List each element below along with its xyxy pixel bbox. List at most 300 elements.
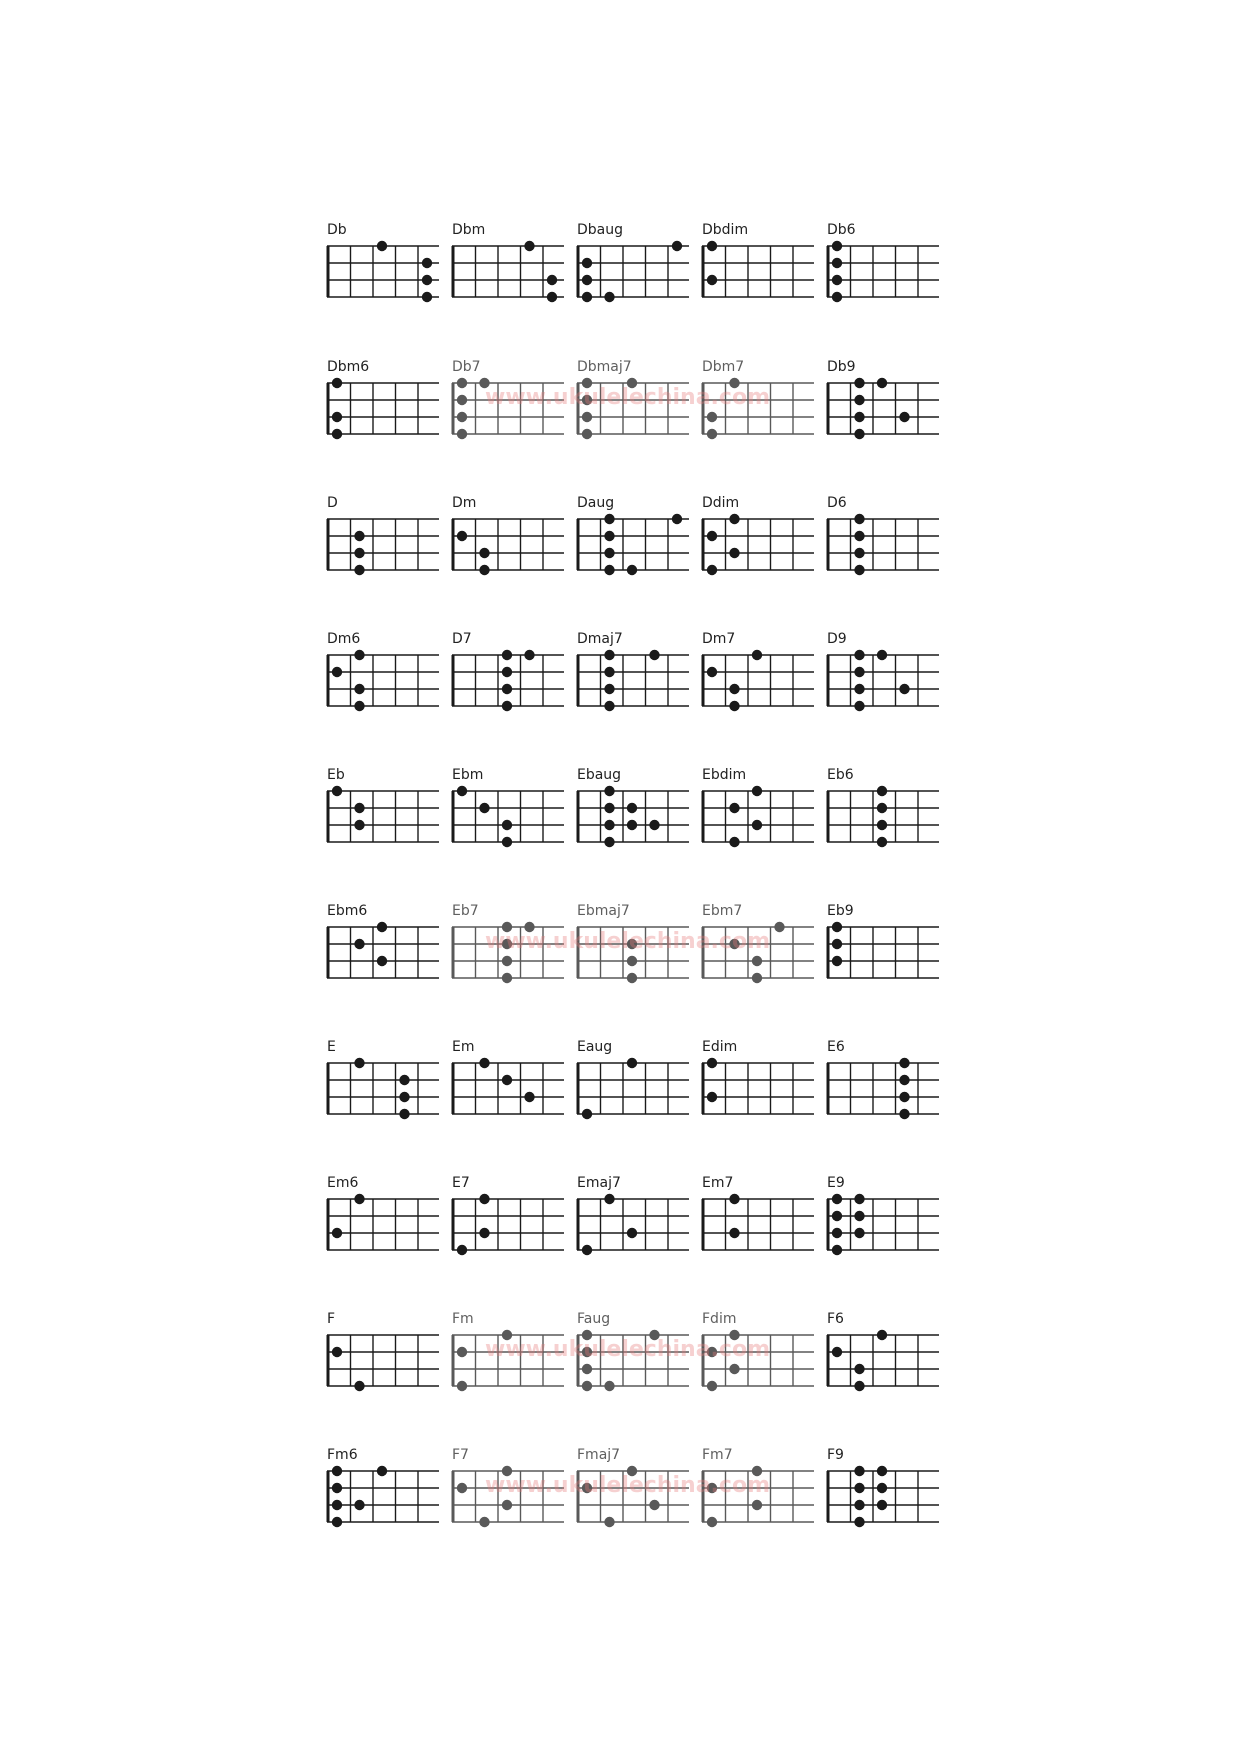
- finger-dot: [457, 429, 467, 439]
- finger-dot: [877, 1466, 887, 1476]
- fretboard-grid: [702, 645, 817, 707]
- finger-dot: [399, 1092, 409, 1102]
- finger-dot: [582, 275, 592, 285]
- finger-dot: [377, 241, 387, 251]
- chord-diagram: [577, 1447, 692, 1527]
- finger-dot: [627, 956, 637, 966]
- chord-diagram: [702, 903, 817, 983]
- chord-diagram: [327, 1447, 442, 1527]
- finger-dot: [457, 395, 467, 405]
- finger-dot: [729, 378, 739, 388]
- finger-dot: [582, 292, 592, 302]
- finger-dot: [604, 1194, 614, 1204]
- fretboard-grid: [702, 1189, 817, 1251]
- finger-dot: [524, 650, 534, 660]
- finger-dot: [332, 1483, 342, 1493]
- fretboard-grid: [827, 1461, 942, 1523]
- fretboard-grid: [452, 1461, 567, 1523]
- fretboard-grid: [702, 373, 817, 435]
- chord-diagram: [702, 1447, 817, 1527]
- finger-dot: [832, 258, 842, 268]
- chord-name: Dmaj7: [577, 631, 623, 647]
- chord-name: Ebm7: [702, 903, 743, 919]
- fretboard-grid: [702, 781, 817, 843]
- fretboard-grid: [327, 1461, 442, 1523]
- finger-dot: [354, 820, 364, 830]
- finger-dot: [877, 820, 887, 830]
- finger-dot: [707, 1347, 717, 1357]
- chord-name: Ebm6: [327, 903, 368, 919]
- chord-diagram: [827, 222, 942, 302]
- finger-dot: [729, 1194, 739, 1204]
- finger-dot: [832, 292, 842, 302]
- chord-diagram: [452, 1311, 567, 1391]
- finger-dot: [627, 939, 637, 949]
- fretboard-grid: [702, 1053, 817, 1115]
- fretboard-grid: [327, 1189, 442, 1251]
- chord-diagram: [702, 631, 817, 711]
- finger-dot: [399, 1075, 409, 1085]
- fretboard-grid: [702, 236, 817, 298]
- finger-dot: [354, 1058, 364, 1068]
- finger-dot: [354, 565, 364, 575]
- watermark: www.ukulelechina.com: [485, 385, 770, 410]
- chord-diagram: [827, 631, 942, 711]
- finger-dot: [377, 1466, 387, 1476]
- chord-diagram: [327, 631, 442, 711]
- finger-dot: [752, 786, 762, 796]
- finger-dot: [832, 939, 842, 949]
- fretboard-grid: [327, 645, 442, 707]
- chord-diagram: [327, 1175, 442, 1255]
- chord-name: Eb6: [827, 767, 854, 783]
- finger-dot: [899, 1109, 909, 1119]
- chord-diagram: [577, 631, 692, 711]
- finger-dot: [479, 1228, 489, 1238]
- finger-dot: [649, 650, 659, 660]
- finger-dot: [707, 275, 717, 285]
- finger-dot: [729, 684, 739, 694]
- chord-name: Dbmaj7: [577, 359, 632, 375]
- chord-diagram: [702, 1311, 817, 1391]
- finger-dot: [604, 820, 614, 830]
- finger-dot: [479, 803, 489, 813]
- chord-diagram: [702, 359, 817, 439]
- finger-dot: [832, 922, 842, 932]
- finger-dot: [332, 412, 342, 422]
- chord-name: E: [327, 1039, 336, 1055]
- finger-dot: [377, 956, 387, 966]
- fretboard-grid: [702, 917, 817, 979]
- finger-dot: [604, 1517, 614, 1527]
- chord-diagram: [827, 1175, 942, 1255]
- finger-dot: [752, 956, 762, 966]
- finger-dot: [479, 1058, 489, 1068]
- finger-dot: [524, 241, 534, 251]
- fretboard-grid: [702, 1461, 817, 1523]
- finger-dot: [502, 1330, 512, 1340]
- fretboard-grid: [577, 1189, 692, 1251]
- chord-name: D7: [452, 631, 472, 647]
- finger-dot: [649, 820, 659, 830]
- finger-dot: [502, 650, 512, 660]
- finger-dot: [899, 684, 909, 694]
- finger-dot: [604, 531, 614, 541]
- finger-dot: [502, 701, 512, 711]
- finger-dot: [774, 922, 784, 932]
- fretboard-grid: [577, 1053, 692, 1115]
- finger-dot: [502, 939, 512, 949]
- chord-name: Db9: [827, 359, 856, 375]
- finger-dot: [729, 1228, 739, 1238]
- finger-dot: [877, 1483, 887, 1493]
- chord-diagram: [577, 222, 692, 302]
- finger-dot: [832, 1211, 842, 1221]
- finger-dot: [729, 514, 739, 524]
- chord-name: Eb7: [452, 903, 479, 919]
- chord-name: Db: [327, 222, 347, 238]
- chord-name: Fm: [452, 1311, 474, 1327]
- finger-dot: [832, 1194, 842, 1204]
- finger-dot: [547, 275, 557, 285]
- finger-dot: [354, 684, 364, 694]
- finger-dot: [649, 1500, 659, 1510]
- chord-name: Dbaug: [577, 222, 624, 238]
- chord-diagram: [452, 767, 567, 847]
- chord-name: F: [327, 1311, 336, 1327]
- chord-diagram: [452, 1039, 567, 1119]
- finger-dot: [899, 412, 909, 422]
- finger-dot: [899, 1058, 909, 1068]
- chord-name: Em7: [702, 1175, 734, 1191]
- finger-dot: [457, 786, 467, 796]
- fretboard-grid: [577, 236, 692, 298]
- finger-dot: [479, 565, 489, 575]
- chord-diagram: [827, 1039, 942, 1119]
- chord-name: Eb: [327, 767, 345, 783]
- chord-diagram: [452, 1447, 567, 1527]
- chord-diagram: [827, 1447, 942, 1527]
- finger-dot: [707, 667, 717, 677]
- fretboard-grid: [452, 645, 567, 707]
- finger-dot: [604, 514, 614, 524]
- finger-dot: [502, 1500, 512, 1510]
- finger-dot: [582, 1245, 592, 1255]
- chord-diagram: [577, 903, 692, 983]
- chord-diagram: [702, 222, 817, 302]
- finger-dot: [332, 1500, 342, 1510]
- finger-dot: [627, 1466, 637, 1476]
- finger-dot: [354, 531, 364, 541]
- finger-dot: [854, 684, 864, 694]
- chord-diagram: [452, 903, 567, 983]
- finger-dot: [604, 786, 614, 796]
- watermark: www.ukulelechina.com: [485, 1473, 770, 1498]
- finger-dot: [832, 1245, 842, 1255]
- finger-dot: [877, 786, 887, 796]
- chord-diagram: [327, 767, 442, 847]
- fretboard-grid: [452, 236, 567, 298]
- chord-name: Dbm6: [327, 359, 370, 375]
- finger-dot: [729, 548, 739, 558]
- chord-diagram: [452, 1175, 567, 1255]
- finger-dot: [332, 1228, 342, 1238]
- finger-dot: [899, 1092, 909, 1102]
- fretboard-grid: [577, 781, 692, 843]
- finger-dot: [502, 837, 512, 847]
- finger-dot: [422, 275, 432, 285]
- chord-name: E7: [452, 1175, 470, 1191]
- fretboard-grid: [827, 509, 942, 571]
- finger-dot: [502, 922, 512, 932]
- finger-dot: [707, 412, 717, 422]
- finger-dot: [582, 1109, 592, 1119]
- fretboard-grid: [827, 917, 942, 979]
- fretboard-grid: [452, 509, 567, 571]
- finger-dot: [832, 956, 842, 966]
- fretboard-grid: [827, 1189, 942, 1251]
- chord-diagram: [827, 1311, 942, 1391]
- finger-dot: [604, 1381, 614, 1391]
- finger-dot: [604, 292, 614, 302]
- fretboard-grid: [452, 1189, 567, 1251]
- finger-dot: [332, 378, 342, 388]
- finger-dot: [672, 514, 682, 524]
- chord-name: F6: [827, 1311, 844, 1327]
- chord-diagram: [577, 1311, 692, 1391]
- chord-diagram: [577, 767, 692, 847]
- finger-dot: [854, 1500, 864, 1510]
- chord-diagram: [327, 903, 442, 983]
- chord-name: Em6: [327, 1175, 359, 1191]
- finger-dot: [854, 667, 864, 677]
- watermark: www.ukulelechina.com: [485, 1337, 770, 1362]
- fretboard-grid: [827, 236, 942, 298]
- finger-dot: [627, 1228, 637, 1238]
- finger-dot: [604, 548, 614, 558]
- fretboard-grid: [327, 1325, 442, 1387]
- finger-dot: [582, 258, 592, 268]
- finger-dot: [422, 258, 432, 268]
- finger-dot: [457, 378, 467, 388]
- finger-dot: [627, 565, 637, 575]
- chord-diagram: [327, 495, 442, 575]
- finger-dot: [627, 820, 637, 830]
- finger-dot: [377, 922, 387, 932]
- finger-dot: [729, 1330, 739, 1340]
- chord-diagram: [577, 1175, 692, 1255]
- finger-dot: [627, 378, 637, 388]
- chord-name: Ebdim: [702, 767, 747, 783]
- fretboard-grid: [327, 781, 442, 843]
- fretboard-grid: [327, 1053, 442, 1115]
- finger-dot: [854, 1381, 864, 1391]
- finger-dot: [604, 701, 614, 711]
- chord-diagram: [577, 495, 692, 575]
- finger-dot: [707, 1483, 717, 1493]
- finger-dot: [332, 429, 342, 439]
- finger-dot: [457, 1483, 467, 1493]
- chord-name: Fmaj7: [577, 1447, 621, 1463]
- finger-dot: [854, 531, 864, 541]
- finger-dot: [877, 803, 887, 813]
- finger-dot: [332, 1347, 342, 1357]
- finger-dot: [457, 531, 467, 541]
- finger-dot: [479, 378, 489, 388]
- finger-dot: [854, 378, 864, 388]
- finger-dot: [457, 412, 467, 422]
- chord-name: E6: [827, 1039, 845, 1055]
- chord-diagram: [327, 222, 442, 302]
- finger-dot: [479, 1194, 489, 1204]
- fretboard-grid: [452, 1053, 567, 1115]
- finger-dot: [854, 565, 864, 575]
- chord-name: Eaug: [577, 1039, 613, 1055]
- finger-dot: [707, 565, 717, 575]
- fretboard-grid: [327, 509, 442, 571]
- finger-dot: [832, 1228, 842, 1238]
- fretboard-grid: [327, 373, 442, 435]
- finger-dot: [854, 1517, 864, 1527]
- finger-dot: [707, 1058, 717, 1068]
- fretboard-grid: [452, 917, 567, 979]
- finger-dot: [752, 1466, 762, 1476]
- finger-dot: [752, 973, 762, 983]
- chord-name: Ebm: [452, 767, 484, 783]
- finger-dot: [582, 395, 592, 405]
- finger-dot: [627, 803, 637, 813]
- finger-dot: [854, 412, 864, 422]
- chord-diagram: [827, 495, 942, 575]
- fretboard-grid: [577, 1461, 692, 1523]
- chord-name: F9: [827, 1447, 844, 1463]
- watermark: www.ukulelechina.com: [485, 929, 770, 954]
- chord-name: D9: [827, 631, 847, 647]
- chord-diagram: [827, 359, 942, 439]
- finger-dot: [582, 1364, 592, 1374]
- chord-diagram: [702, 1039, 817, 1119]
- fretboard-grid: [702, 1325, 817, 1387]
- chord-diagram: [452, 222, 567, 302]
- finger-dot: [649, 1330, 659, 1340]
- chord-name: Ebmaj7: [577, 903, 630, 919]
- finger-dot: [354, 939, 364, 949]
- chord-diagram: [452, 359, 567, 439]
- finger-dot: [502, 973, 512, 983]
- finger-dot: [332, 1517, 342, 1527]
- chord-name: D: [327, 495, 338, 511]
- chord-diagram: [577, 359, 692, 439]
- finger-dot: [707, 531, 717, 541]
- chord-diagram: [327, 359, 442, 439]
- finger-dot: [832, 275, 842, 285]
- chord-name: Db7: [452, 359, 481, 375]
- finger-dot: [604, 650, 614, 660]
- chord-diagram: [452, 631, 567, 711]
- chord-name: D6: [827, 495, 847, 511]
- chord-name: Dm6: [327, 631, 361, 647]
- finger-dot: [854, 701, 864, 711]
- finger-dot: [707, 429, 717, 439]
- finger-dot: [582, 1330, 592, 1340]
- finger-dot: [354, 1381, 364, 1391]
- finger-dot: [729, 837, 739, 847]
- finger-dot: [582, 429, 592, 439]
- chord-name: Faug: [577, 1311, 611, 1327]
- finger-dot: [354, 701, 364, 711]
- chord-name: F7: [452, 1447, 469, 1463]
- finger-dot: [502, 1466, 512, 1476]
- finger-dot: [502, 956, 512, 966]
- chord-diagram: [452, 495, 567, 575]
- finger-dot: [524, 1092, 534, 1102]
- finger-dot: [707, 1092, 717, 1102]
- finger-dot: [854, 1194, 864, 1204]
- finger-dot: [604, 684, 614, 694]
- chord-name: Eb9: [827, 903, 854, 919]
- chord-name: E9: [827, 1175, 845, 1191]
- finger-dot: [707, 241, 717, 251]
- chord-name: Daug: [577, 495, 615, 511]
- finger-dot: [854, 429, 864, 439]
- finger-dot: [729, 803, 739, 813]
- chord-name: Dm7: [702, 631, 736, 647]
- chord-name: Edim: [702, 1039, 738, 1055]
- finger-dot: [582, 1381, 592, 1391]
- finger-dot: [479, 548, 489, 558]
- finger-dot: [672, 241, 682, 251]
- finger-dot: [877, 837, 887, 847]
- finger-dot: [877, 650, 887, 660]
- chord-name: Fdim: [702, 1311, 737, 1327]
- finger-dot: [707, 1381, 717, 1391]
- finger-dot: [752, 650, 762, 660]
- fretboard-grid: [327, 236, 442, 298]
- finger-dot: [399, 1109, 409, 1119]
- finger-dot: [877, 378, 887, 388]
- finger-dot: [854, 1364, 864, 1374]
- chord-diagram: [577, 1039, 692, 1119]
- finger-dot: [502, 820, 512, 830]
- finger-dot: [604, 803, 614, 813]
- finger-dot: [582, 1483, 592, 1493]
- finger-dot: [502, 1075, 512, 1085]
- finger-dot: [354, 803, 364, 813]
- finger-dot: [729, 1364, 739, 1374]
- chord-diagram: [327, 1039, 442, 1119]
- finger-dot: [422, 292, 432, 302]
- finger-dot: [854, 395, 864, 405]
- chord-name: Dbm7: [702, 359, 745, 375]
- finger-dot: [457, 1347, 467, 1357]
- finger-dot: [332, 667, 342, 677]
- fretboard-grid: [452, 1325, 567, 1387]
- finger-dot: [877, 1330, 887, 1340]
- fretboard-grid: [327, 917, 442, 979]
- finger-dot: [752, 820, 762, 830]
- fretboard-grid: [827, 1053, 942, 1115]
- fretboard-grid: [577, 509, 692, 571]
- chord-name: Fm7: [702, 1447, 733, 1463]
- chord-name: Em: [452, 1039, 475, 1055]
- chord-name: Fm6: [327, 1447, 358, 1463]
- finger-dot: [547, 292, 557, 302]
- finger-dot: [354, 650, 364, 660]
- finger-dot: [354, 1194, 364, 1204]
- finger-dot: [457, 1381, 467, 1391]
- finger-dot: [832, 241, 842, 251]
- chord-name: Dbdim: [702, 222, 749, 238]
